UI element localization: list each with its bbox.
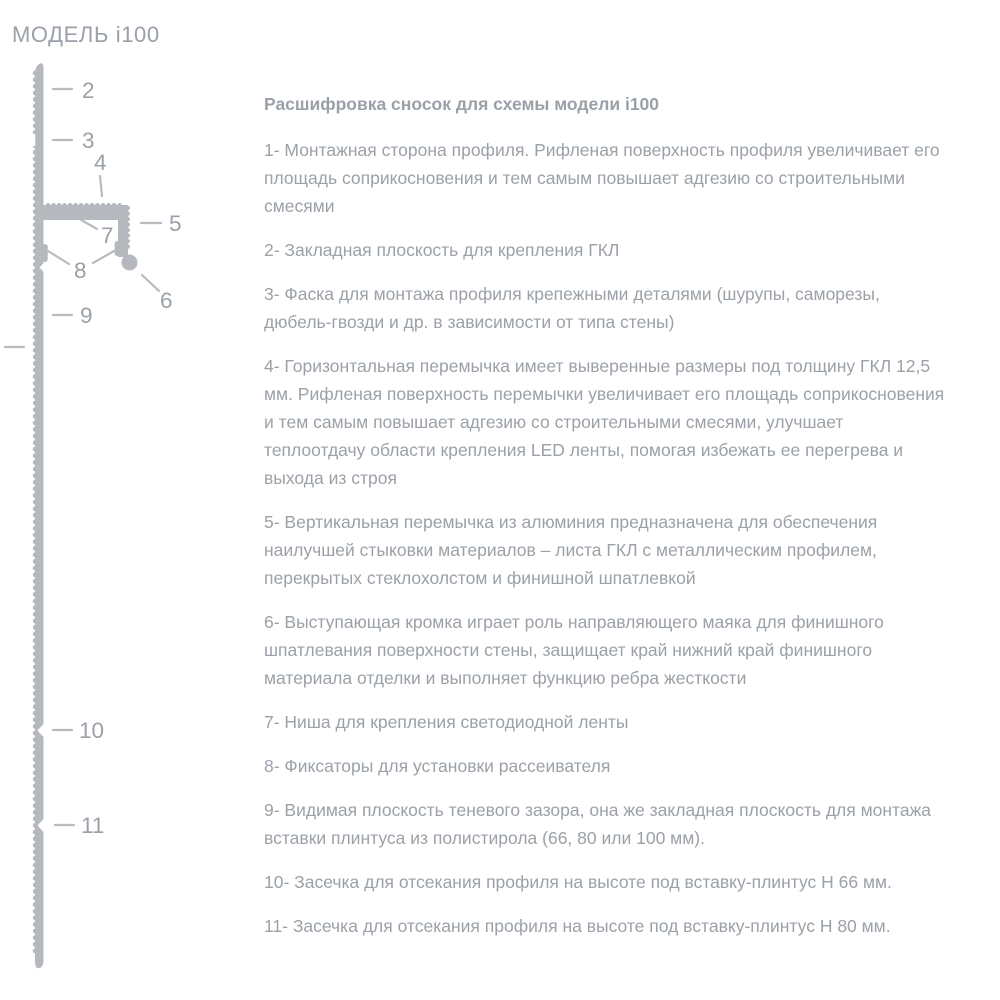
callout-4: 4 [94, 150, 107, 175]
fixator-left [43, 244, 48, 262]
page-title: МОДЕЛЬ i100 [12, 22, 160, 47]
legend [264, 90, 946, 940]
callout-8-leader-right [93, 251, 114, 263]
legend-item-8: 8- Фиксаторы для установки рассеивателя [264, 756, 611, 776]
callout-5: 5 [169, 211, 182, 236]
legend-item-1: 1- Монтажная сторона профиля. Рифленая поверхность профиля увеличивает его площадь соприкосновения и тем самым повышает адгезию со строительными смесями [264, 140, 940, 216]
callout-6: 6 [160, 288, 173, 313]
callout-4-leader [100, 176, 102, 196]
profile-cross-section-svg [0, 0, 230, 1000]
legend-item-10: 10- Засечка для отсекания профиля на высоте под вставку-плинтус Н 66 мм. [264, 872, 892, 892]
legend-item-7: 7- Ниша для крепления светодиодной ленты [264, 712, 629, 732]
legend-item-4: 4- Горизонтальная перемычка имеет выверенные размеры под толщину ГКЛ 12,5 мм. Рифленая поверхность перемычки увеличивает его площадь соприкосновения и тем самым повышает адгезию со строительными смесями, улучшает теплоотдачу области крепления LED ленты, помогая избежать ее перегрева и выхода из строя [264, 356, 945, 488]
callout-11: 11 [81, 813, 105, 838]
fixator-right [115, 241, 120, 256]
legend-item-2: 2- Закладная плоскость для крепления ГКЛ [264, 240, 620, 260]
callout-2: 2 [82, 78, 95, 103]
callout-3: 3 [82, 128, 95, 153]
legend-item-11: 11- Засечка для отсекания профиля на высоте под вставку-плинтус Н 80 мм. [264, 916, 891, 936]
callout-6-leader [142, 275, 159, 291]
profile-diagram [0, 0, 230, 1000]
legend-heading: Расшифровка сносок для схемы модели i100 [264, 94, 660, 114]
profile-edge-bead [122, 255, 138, 271]
legend-item-6: 6- Выступающая кромка играет роль направляющего маяка для финишного шпатлевания поверхности стены, защищает край нижний край финишного материала отделки и выполняет функцию ребра жесткости [264, 612, 884, 688]
callout-9: 9 [80, 303, 93, 328]
chamfer-flat [31, 134, 35, 146]
callout-8-leader-left [48, 251, 69, 264]
legend-item-3: 3- Фаска для монтажа профиля крепежными деталями (шурупы, саморезы, дюбель-гвозди и др. в зависимости от типа стены) [264, 284, 880, 332]
legend-item-9: 9- Видимая плоскость теневого зазора, она же закладная плоскость для монтажа вставки плинтуса из полистирола (66, 80 или 100 мм). [264, 800, 932, 848]
callout-8: 8 [74, 258, 87, 283]
legend-item-5: 5- Вертикальная перемычка из алюминия предназначена для обеспечения наилучшей стыковки материалов – листа ГКЛ с металлическим профилем, перекрытых стеклохолстом и финишной шпатлевкой [264, 512, 878, 588]
callout-10: 10 [79, 718, 105, 743]
callout-7: 7 [101, 223, 114, 248]
